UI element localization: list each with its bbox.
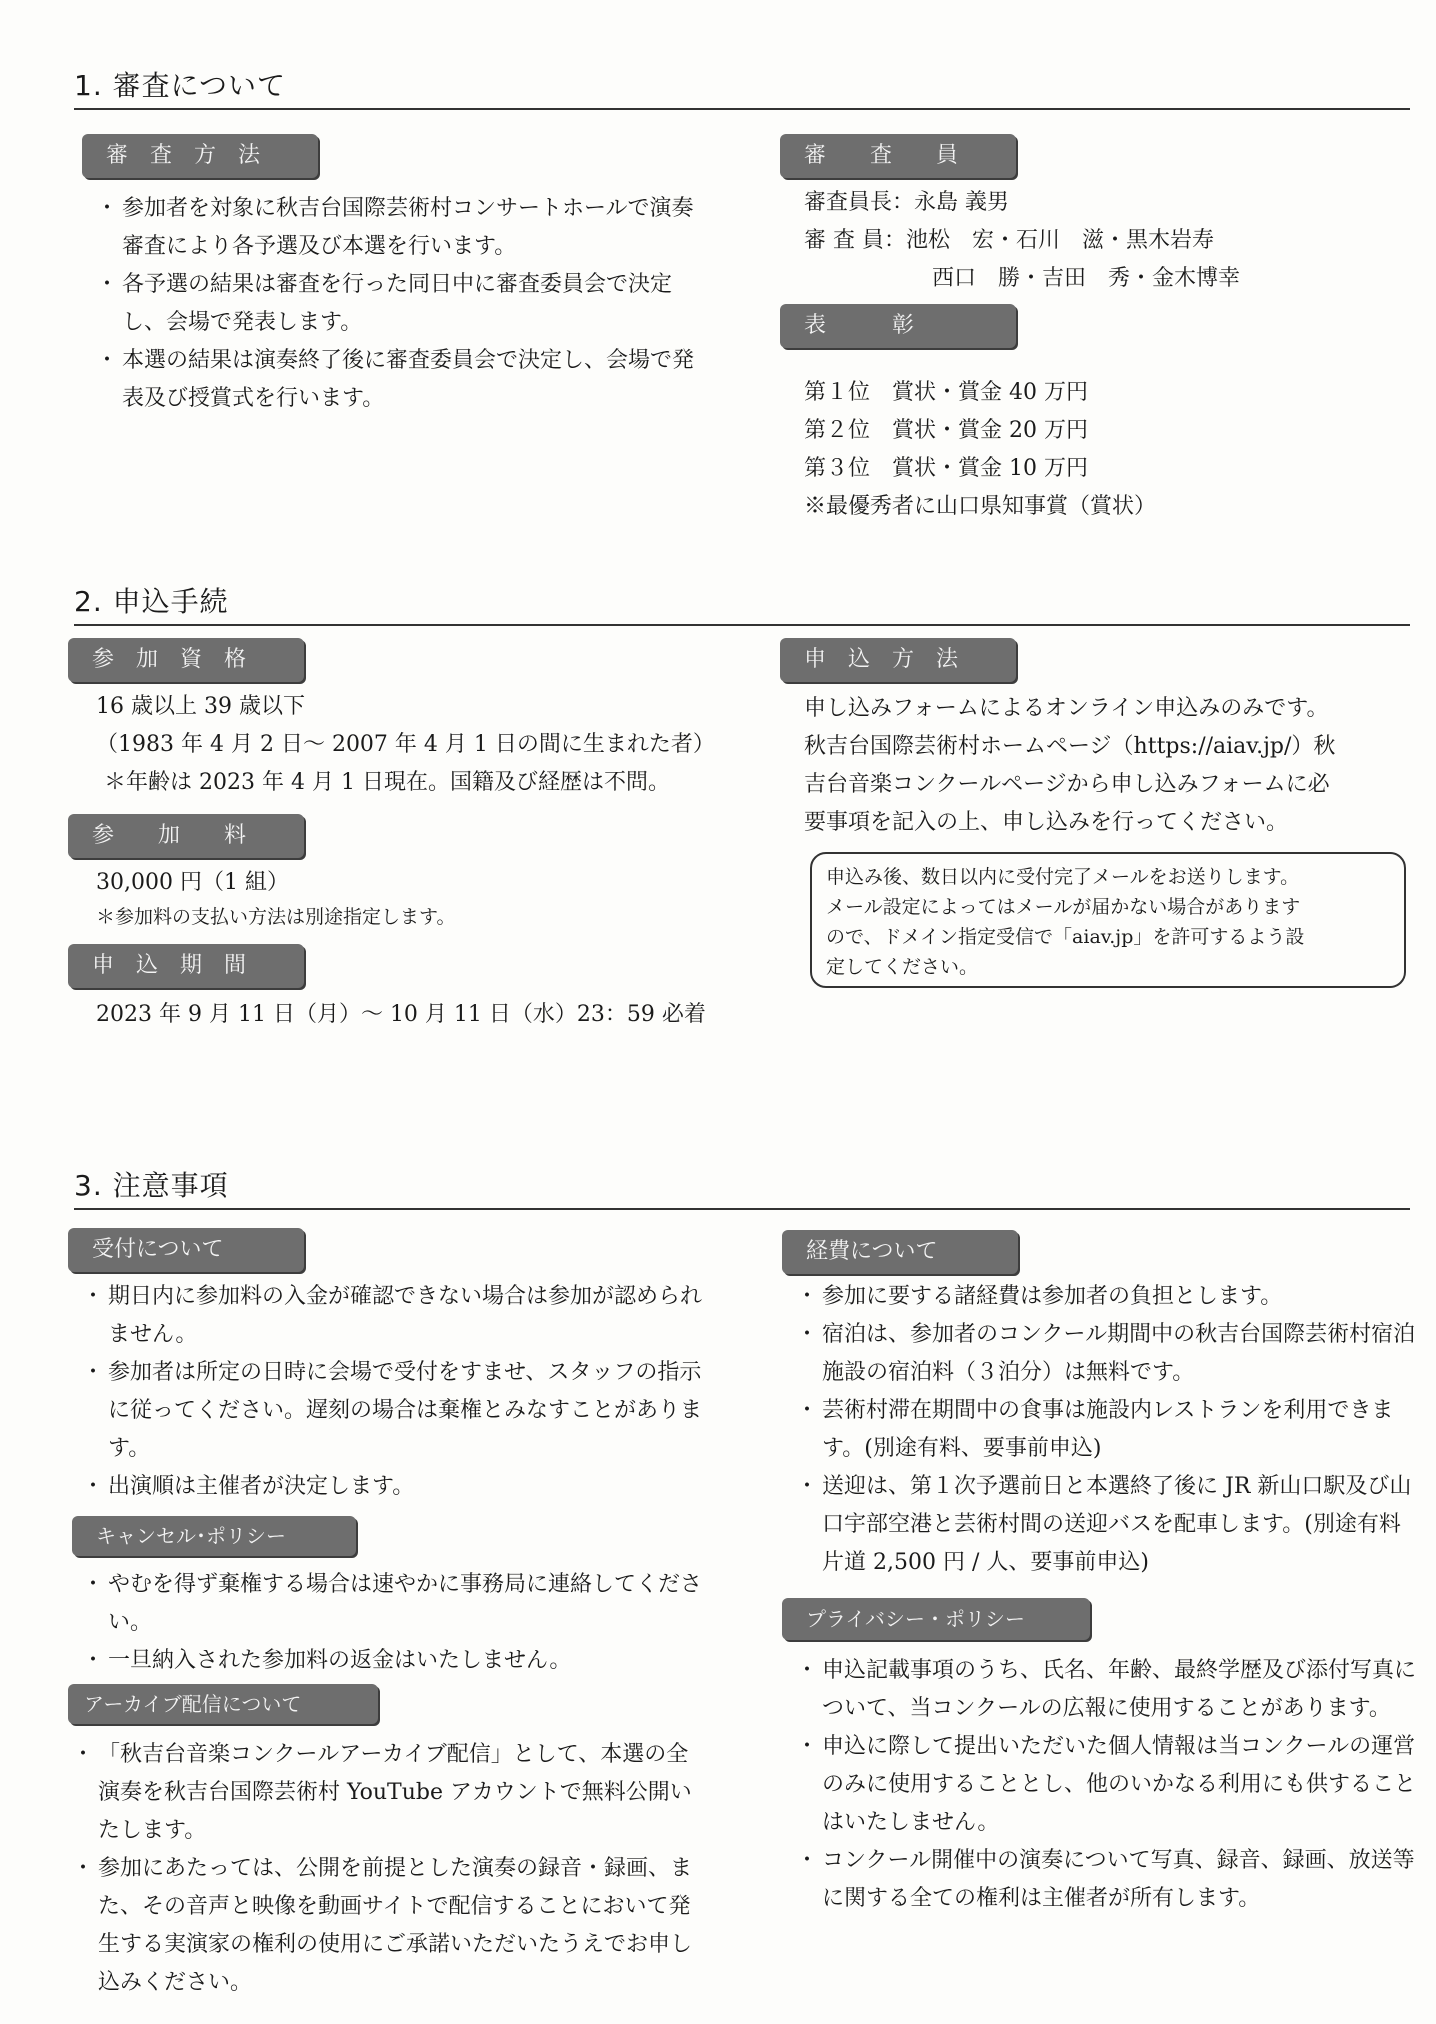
reception-item: ・ 参加者は所定の日時に会場で受付をすませ、スタッフの指示に従ってください。遅刻の場合は棄権とみなすことがあります。: [82, 1354, 712, 1468]
award-line: 第３位 賞状・賞金 10 万円: [804, 456, 1088, 481]
archive-list: [72, 1736, 702, 2002]
judges-heading: 審 査 員: [780, 134, 1016, 178]
cancel-policy-heading: キャンセル･ポリシー: [72, 1516, 356, 1556]
reception-item: ・ 出演順は主催者が決定します。: [82, 1468, 712, 1506]
reception-item: ・ 期日内に参加料の入金が確認できない場合は参加が認められません。: [82, 1278, 712, 1354]
judges-members-cont: 西口 勝・吉田 秀・金木博幸: [932, 266, 1241, 291]
notice-line: メール設定によってはメールが届かない場合があります: [826, 896, 1301, 918]
period-heading: 申 込 期 間: [68, 944, 304, 988]
apply-line: 秋吉台国際芸術村ホームページ（https://aiav.jp/）秋: [804, 734, 1336, 759]
notice-line: 申込み後、数日以内に受付完了メールをお送りします。: [826, 866, 1300, 888]
review-method-item: ・ 参加者を対象に秋吉台国際芸術村コンサートホールで演奏審査により各予選及び本選を行います。: [96, 190, 706, 266]
expense-item: ・ 宿泊は、参加者のコンクール期間中の秋吉台国際芸術村宿泊施設の宿泊料（３泊分）は無料です。: [796, 1316, 1426, 1392]
review-method-item: ・ 本選の結果は演奏終了後に審査委員会で決定し、会場で発表及び授賞式を行います。: [96, 342, 706, 418]
award-line: 第２位 賞状・賞金 20 万円: [804, 418, 1088, 443]
review-method-item: ・ 各予選の結果は審査を行った同日中に審査委員会で決定し、会場で発表します。: [96, 266, 706, 342]
cancel-policy-list: [82, 1566, 712, 1680]
email-notice-box: [810, 852, 1406, 988]
judges-chair: 審査員長：永島 義男: [804, 190, 1009, 215]
expense-item: ・ 参加に要する諸経費は参加者の負担とします。: [796, 1278, 1426, 1316]
notice-line: ので、ドメイン指定受信で「aiav.jp」を許可するよう設: [826, 926, 1305, 948]
reception-heading: 受付について: [68, 1228, 304, 1272]
apply-method-heading: 申 込 方 法: [780, 638, 1016, 682]
apply-method-text: [804, 690, 1414, 842]
apply-line: 要事項を記入の上、申し込みを行ってください。: [804, 810, 1289, 835]
award-list: [804, 374, 1364, 526]
qualification-text: [96, 688, 716, 802]
fee-text: [96, 864, 716, 932]
archive-item: ・ 参加にあたっては、公開を前提とした演奏の録音・録画、また、その音声と映像を動画サイトで配信することにおいて発生する実演家の権利の使用にご承諾いただいたうえでお申し込みください。: [72, 1850, 702, 2002]
apply-line: 吉台音楽コンクールページから申し込みフォームに必: [804, 772, 1330, 797]
expense-item: ・ 芸術村滞在期間中の食事は施設内レストランを利用できます。(別途有料、要事前申込): [796, 1392, 1426, 1468]
archive-heading: アーカイブ配信について: [68, 1684, 378, 1724]
fee-heading: 参 加 料: [68, 814, 304, 858]
qualification-age: 16 歳以上 39 歳以下: [96, 694, 305, 719]
qualification-birth: （1983 年 4 月 2 日～ 2007 年 4 月 1 日の間に生まれた者）: [96, 732, 715, 757]
fee-amount: 30,000 円（1 組）: [96, 870, 289, 895]
award-note: ※最優秀者に山口県知事賞（賞状）: [804, 494, 1157, 519]
apply-line: 申し込みフォームによるオンライン申込みのみです。: [804, 696, 1329, 721]
cancel-item: ・ 一旦納入された参加料の返金はいたしません。: [82, 1642, 712, 1680]
judges-members: 審 査 員：池松 宏・石川 滋・黒木岩寿: [804, 228, 1214, 253]
review-method-heading: 審 査 方 法: [82, 134, 318, 178]
privacy-policy-list: [796, 1652, 1426, 1918]
cancel-item: ・ やむを得ず棄権する場合は速やかに事務局に連絡してください。: [82, 1566, 712, 1642]
privacy-item: ・ 申込に際して提出いただいた個人情報は当コンクールの運営のみに使用することとし、他のいかなる利用にも供することはいたしません。: [796, 1728, 1426, 1842]
period-dates: 2023 年 9 月 11 日（月）～ 10 月 11 日（水）23：59 必着: [96, 1002, 706, 1027]
qualification-heading: 参 加 資 格: [68, 638, 304, 682]
privacy-policy-heading: プライバシー・ポリシー: [782, 1598, 1090, 1640]
award-line: 第１位 賞状・賞金 40 万円: [804, 380, 1088, 405]
expense-item: ・ 送迎は、第１次予選前日と本選終了後に JR 新山口駅及び山口宇部空港と芸術村間の送迎バスを配車します。(別途有料 片道 2,500 円 / 人、要事前申込): [796, 1468, 1426, 1582]
fee-note: ＊参加料の支払い方法は別途指定します。: [96, 906, 456, 928]
qualification-note: ＊年齢は 2023 年 4 月 1 日現在。国籍及び経歴は不問。: [104, 770, 670, 795]
section-2-title: 2. 申込手続: [74, 584, 1410, 626]
award-heading: 表 彰: [780, 304, 1016, 348]
section-3-title: 3. 注意事項: [74, 1168, 1410, 1210]
reception-list: [82, 1278, 712, 1506]
expenses-heading: 経費について: [782, 1230, 1018, 1274]
period-text: [96, 996, 736, 1034]
judges-list: [804, 184, 1364, 298]
review-method-list: [96, 190, 706, 418]
notice-line: 定してください。: [826, 956, 979, 978]
section-1-title: 1. 審査について: [74, 68, 1410, 110]
privacy-item: ・ 申込記載事項のうち、氏名、年齢、最終学歴及び添付写真について、当コンクールの広報に使用することがあります。: [796, 1652, 1426, 1728]
archive-item: ・ 「秋吉台音楽コンクールアーカイブ配信」として、本選の全演奏を秋吉台国際芸術村 YouTube アカウントで無料公開いたします。: [72, 1736, 702, 1850]
privacy-item: ・ コンクール開催中の演奏について写真、録音、録画、放送等に関する全ての権利は主催者が所有します。: [796, 1842, 1426, 1918]
expenses-list: [796, 1278, 1426, 1582]
